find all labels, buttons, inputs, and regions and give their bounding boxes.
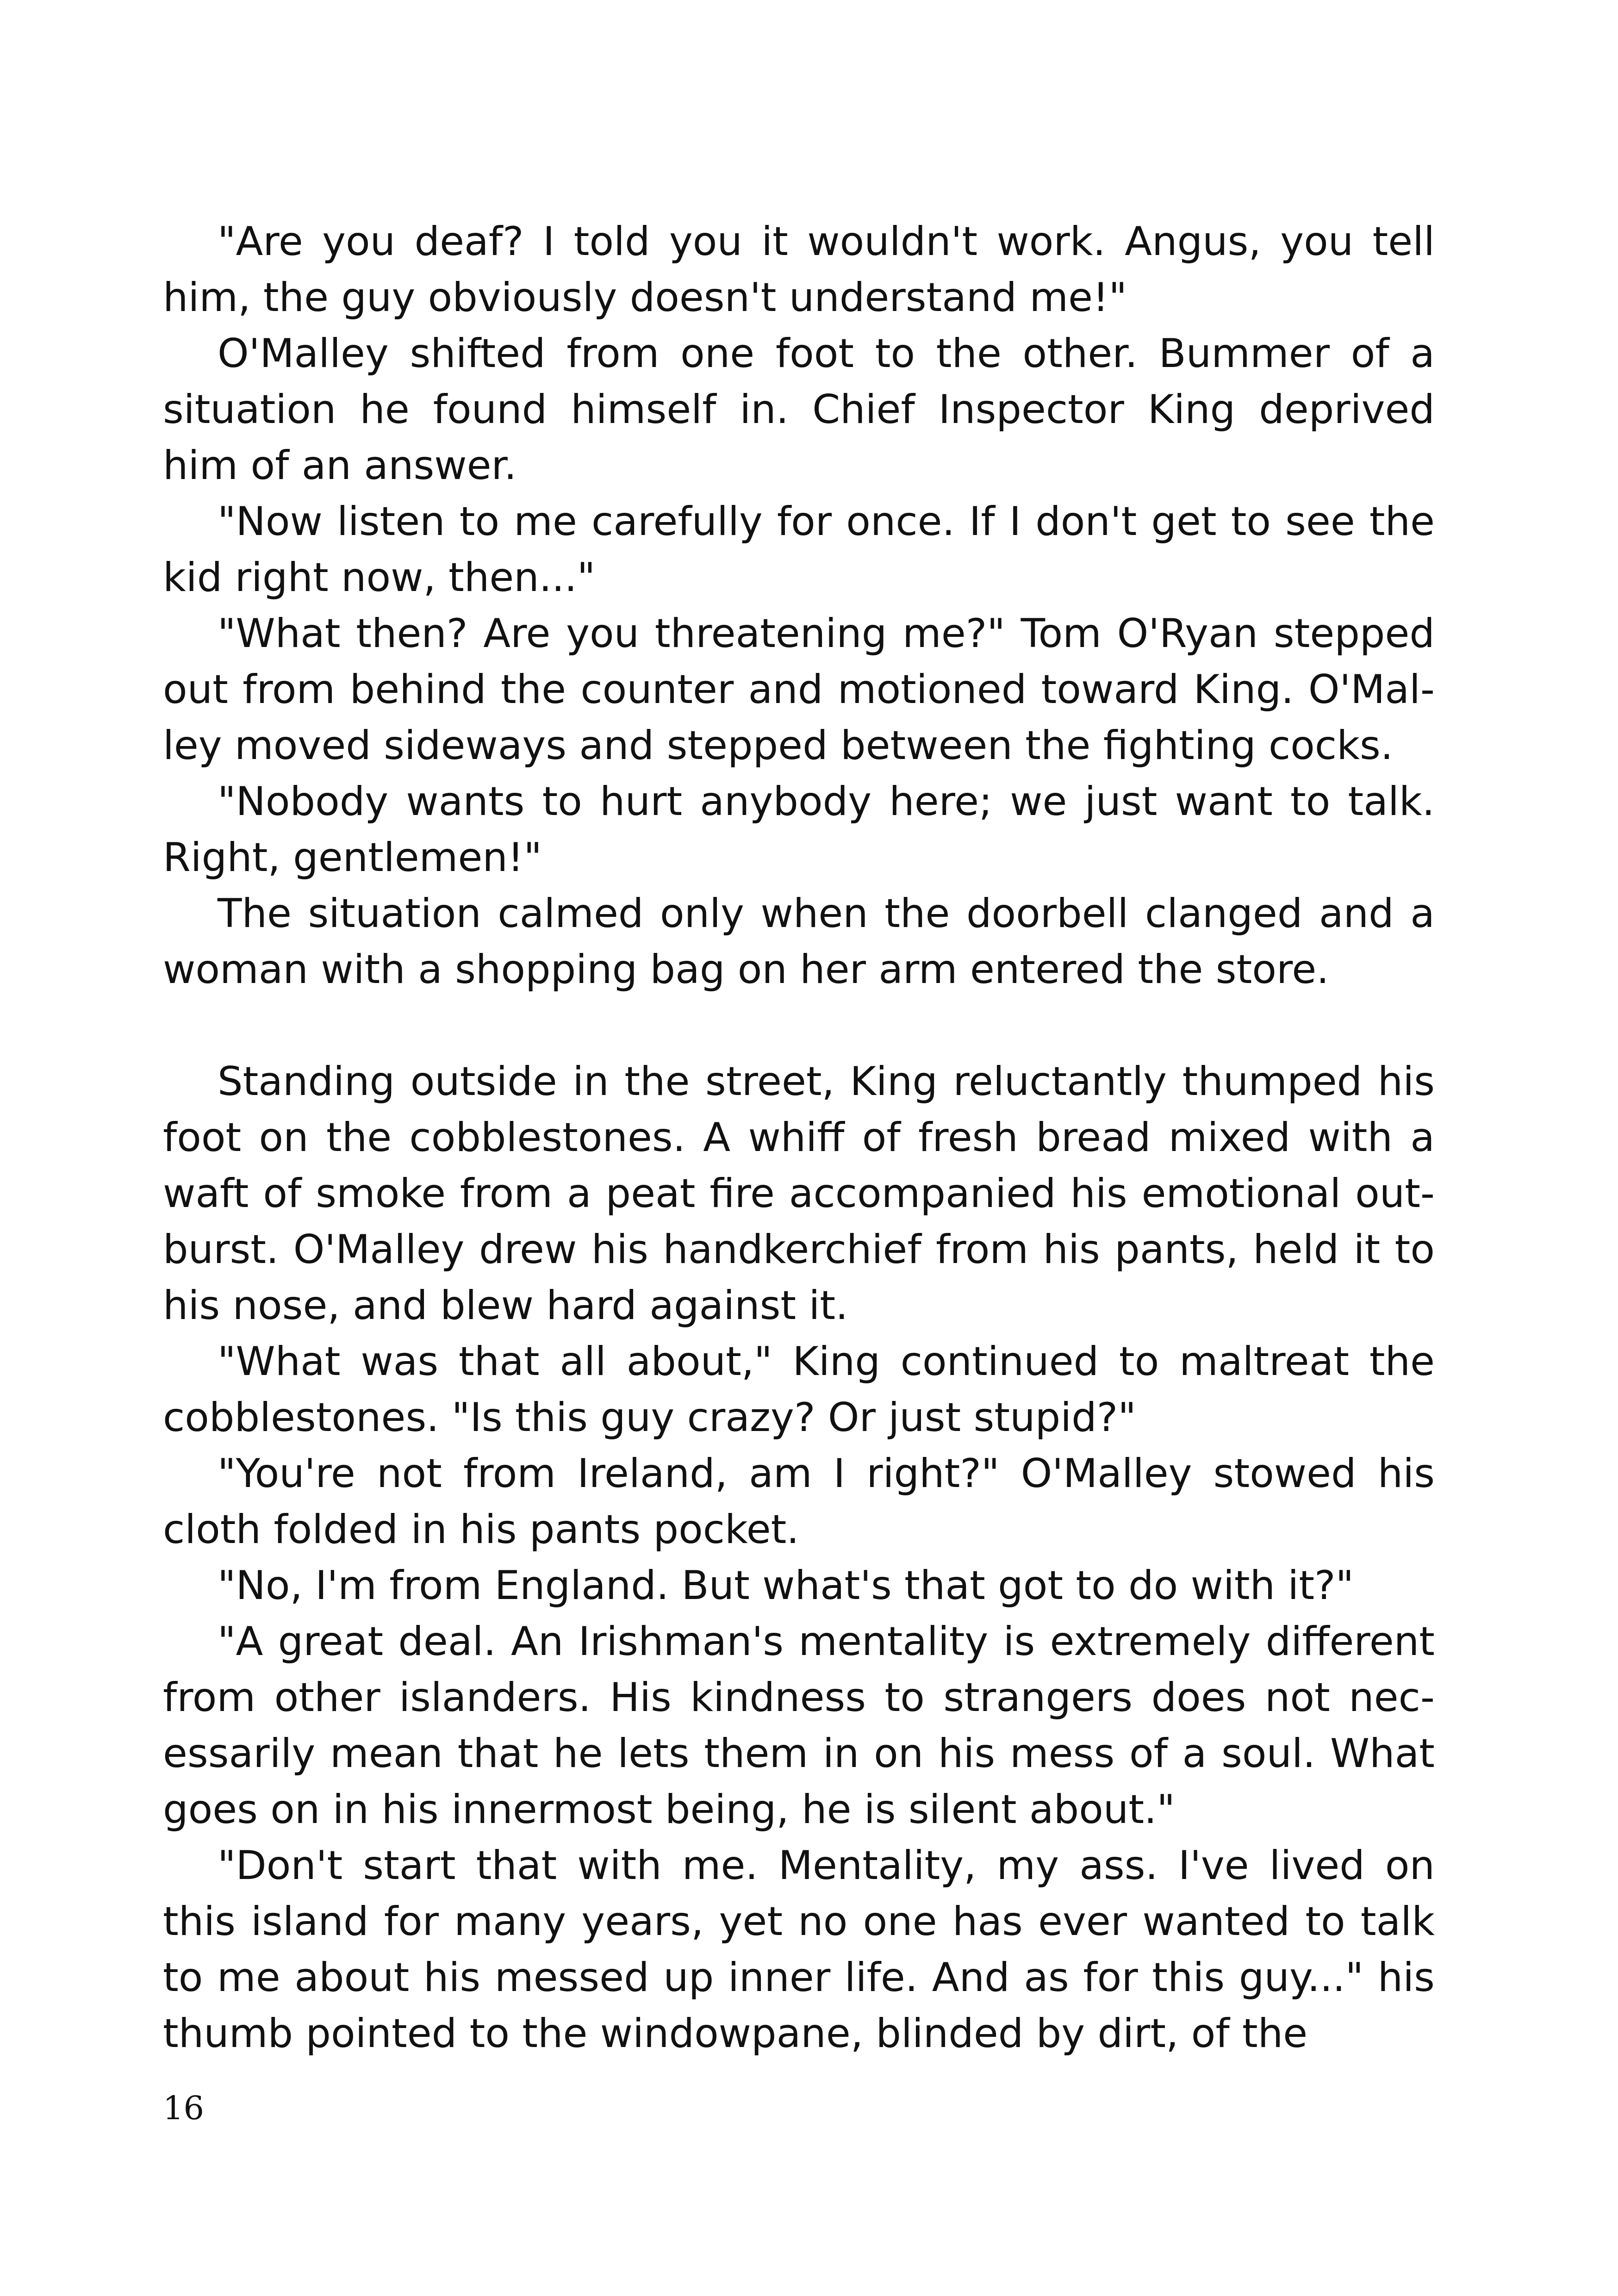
paragraph: "What was that all about," King continued to maltreat the cobblestones. "Is this guy crazy? Or just stupid?" (163, 1338, 1435, 1441)
page-number: 16 (163, 2089, 205, 2127)
section-break (163, 998, 1435, 1054)
paragraph: The situation calmed only when the doorbell clanged and a woman with a shopping bag on her arm entered the store. (163, 890, 1435, 993)
paragraph: "Are you deaf? I told you it wouldn't work. Angus, you tell him, the guy obviously doesn't understand me!" (163, 218, 1435, 321)
paragraph: "What then? Are you threatening me?" Tom O'Ryan stepped out from behind the counter and motioned toward King. O'Malley moved sideways and stepped between the fighting cocks. (163, 610, 1435, 769)
paragraph: "No, I'm from England. But what's that got to do with it?" (218, 1562, 1354, 1609)
body-text (163, 214, 1435, 2062)
paragraph: O'Malley shifted from one foot to the other. Bummer of a situation he found himself in. Chief Inspector King deprived him of an answer. (163, 330, 1435, 489)
paragraph: "You're not from Ireland, am I right?" O'Malley stowed his cloth folded in his pants pocket. (163, 1450, 1435, 1553)
paragraph: "Don't start that with me. Mentality, my ass. I've lived on this island for many years, yet no one has ever wanted to talk to me about his messed up inner life. And as for this guy..." his thumb pointed to the windowpane, blinded by dirt, of the (163, 1842, 1435, 2057)
paragraph: Standing outside in the street, King reluctantly thumped his foot on the cobblestones. A whiff of fresh bread mixed with a waft of smoke from a peat fire accompanied his emotional outburst. O'Malley drew his handkerchief from his pants, held it to his nose, and blew hard against it. (163, 1058, 1435, 1329)
paragraph: "Nobody wants to hurt anybody here; we just want to talk. Right, gentlemen!" (163, 778, 1435, 881)
paragraph: "A great deal. An Irishman's mentality is extremely different from other islanders. His kindness to strangers does not necessarily mean that he lets them in on his mess of a soul. What goes on in his innermost being, he is silent about." (163, 1618, 1435, 1833)
paragraph: "Now listen to me carefully for once. If I don't get to see the kid right now, then..." (163, 498, 1435, 601)
